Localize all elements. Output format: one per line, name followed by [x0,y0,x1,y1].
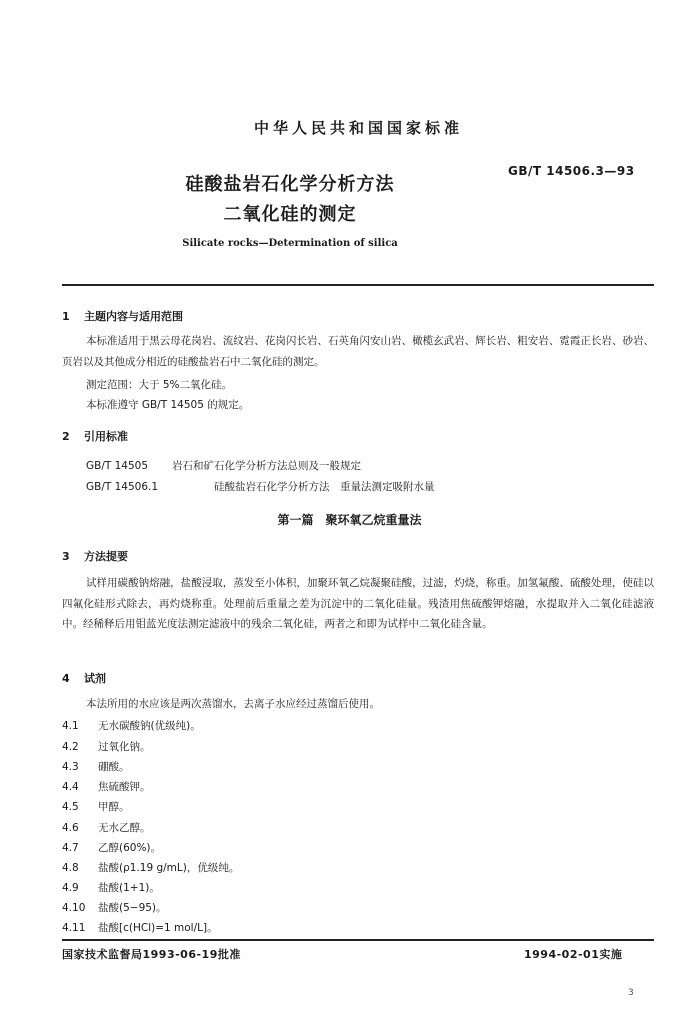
reagent-number: 4.10 [62,902,86,914]
reagent-number: 4.5 [62,801,79,813]
reagent-number: 4.11 [62,922,86,934]
document-title-line1: 硅酸盐岩石化学分析方法 [185,174,395,195]
reagent-text: 无水乙醇。 [98,822,151,834]
reagent-text: 甲醇。 [98,801,130,813]
reagent-text: 盐酸[c(HCl)=1 mol/L]。 [98,922,218,934]
reference-item [86,479,435,495]
document-title-english: Silicate rocks—Determination of silica [182,238,398,249]
reagent-item [62,840,161,855]
section-1-title: 主题内容与适用范围 [84,310,183,323]
reagent-number: 4.6 [62,822,79,834]
reference-title: 硅酸盐岩石化学分析方法 重量法测定吸附水量 [214,481,435,493]
effective-date: 1994-02-01实施 [524,948,623,961]
reagent-number: 4.2 [62,741,79,753]
reagent-item [62,900,167,915]
page-number: 3 [628,988,634,998]
reagent-text: 无水碳酸钠(优级纯)。 [98,720,201,732]
section-2-heading [62,428,128,444]
section-4-number: 4 [62,672,70,685]
section-3-heading [62,548,128,564]
reagent-item [62,920,218,935]
section-1-range: 测定范围：大于 5%二氧化硅。 [86,379,232,391]
reference-code: GB/T 14505 [86,460,149,472]
reagent-number: 4.1 [62,720,79,732]
reagent-item [62,718,201,733]
reference-title: 岩石和矿石化学分析方法总则及一般规定 [172,460,361,472]
section-3-title: 方法提要 [84,550,128,563]
reagent-text: 过氧化钠。 [98,741,151,753]
reagent-item [62,860,239,875]
reagent-text: 乙醇(60%)。 [98,842,162,854]
reagent-item [62,880,160,895]
reagent-number: 4.9 [62,882,79,894]
reagent-item [62,759,130,774]
section-1-scope-paragraph: 本标准适用于黑云母花岗岩、流纹岩、花岗闪长岩、石英角闪安山岩、橄榄玄武岩、辉长岩、粗安岩、霓霞正长岩、砂岩、页岩以及其他成分相近的硅酸盐岩石中二氧化硅的测定。 [62,335,654,368]
reference-code: GB/T 14506.1 [86,481,159,493]
reagent-text: 盐酸(1+1)。 [98,882,160,894]
reference-item [86,458,361,474]
section-3-number: 3 [62,550,70,563]
section-2-title: 引用标准 [84,430,128,443]
section-4-intro: 本法所用的水应该是两次蒸馏水，去离子水应经过蒸馏后使用。 [86,698,380,710]
reagent-number: 4.7 [62,842,79,854]
reagent-number: 4.3 [62,761,79,773]
national-standard-heading: 中华人民共和国国家标准 [253,119,463,137]
section-4-title: 试剂 [84,672,106,685]
reagent-item [62,820,151,835]
reagent-text: 盐酸(5−95)。 [98,902,167,914]
section-4-heading [62,670,106,686]
reagent-text: 硼酸。 [98,761,130,773]
document-title-line2: 二氧化硅的测定 [223,204,357,225]
standard-code: GB/T 14506.3—93 [508,164,635,178]
section-2-number: 2 [62,430,70,443]
footer-divider [62,939,654,941]
reagent-text: 盐酸(ρ1.19 g/mL)，优级纯。 [98,862,240,874]
reagent-number: 4.8 [62,862,79,874]
reagent-text: 焦硫酸钾。 [98,781,151,793]
part-title: 第一篇 聚环氧乙烷重量法 [277,513,422,527]
section-1-heading [62,308,183,324]
reagent-number: 4.4 [62,781,79,793]
reagent-item [62,779,151,794]
reagent-item [62,739,151,754]
reagent-item [62,799,130,814]
approval-note: 国家技术监督局1993-06-19批准 [62,948,241,961]
section-3-summary-paragraph: 试样用碳酸钠熔融，盐酸浸取，蒸发至小体积，加聚环氧乙烷凝聚硅酸，过滤，灼烧，称重。加氢氟酸、硫酸处理，使硅以四氟化硅形式除去，再灼烧称重。处理前后重量之差为沉淀中的二氧化硅量。残渣用焦硫酸钾熔融，水提取并入二氧化硅滤液中。经稀释后用钼蓝光度法测定滤液中的残余二氧化硅，两者之和即为试样中二氧化硅含量。 [62,577,654,630]
section-1-compliance: 本标准遵守 GB/T 14505 的规定。 [86,399,250,411]
section-1-number: 1 [62,310,70,323]
header-divider [62,284,654,286]
